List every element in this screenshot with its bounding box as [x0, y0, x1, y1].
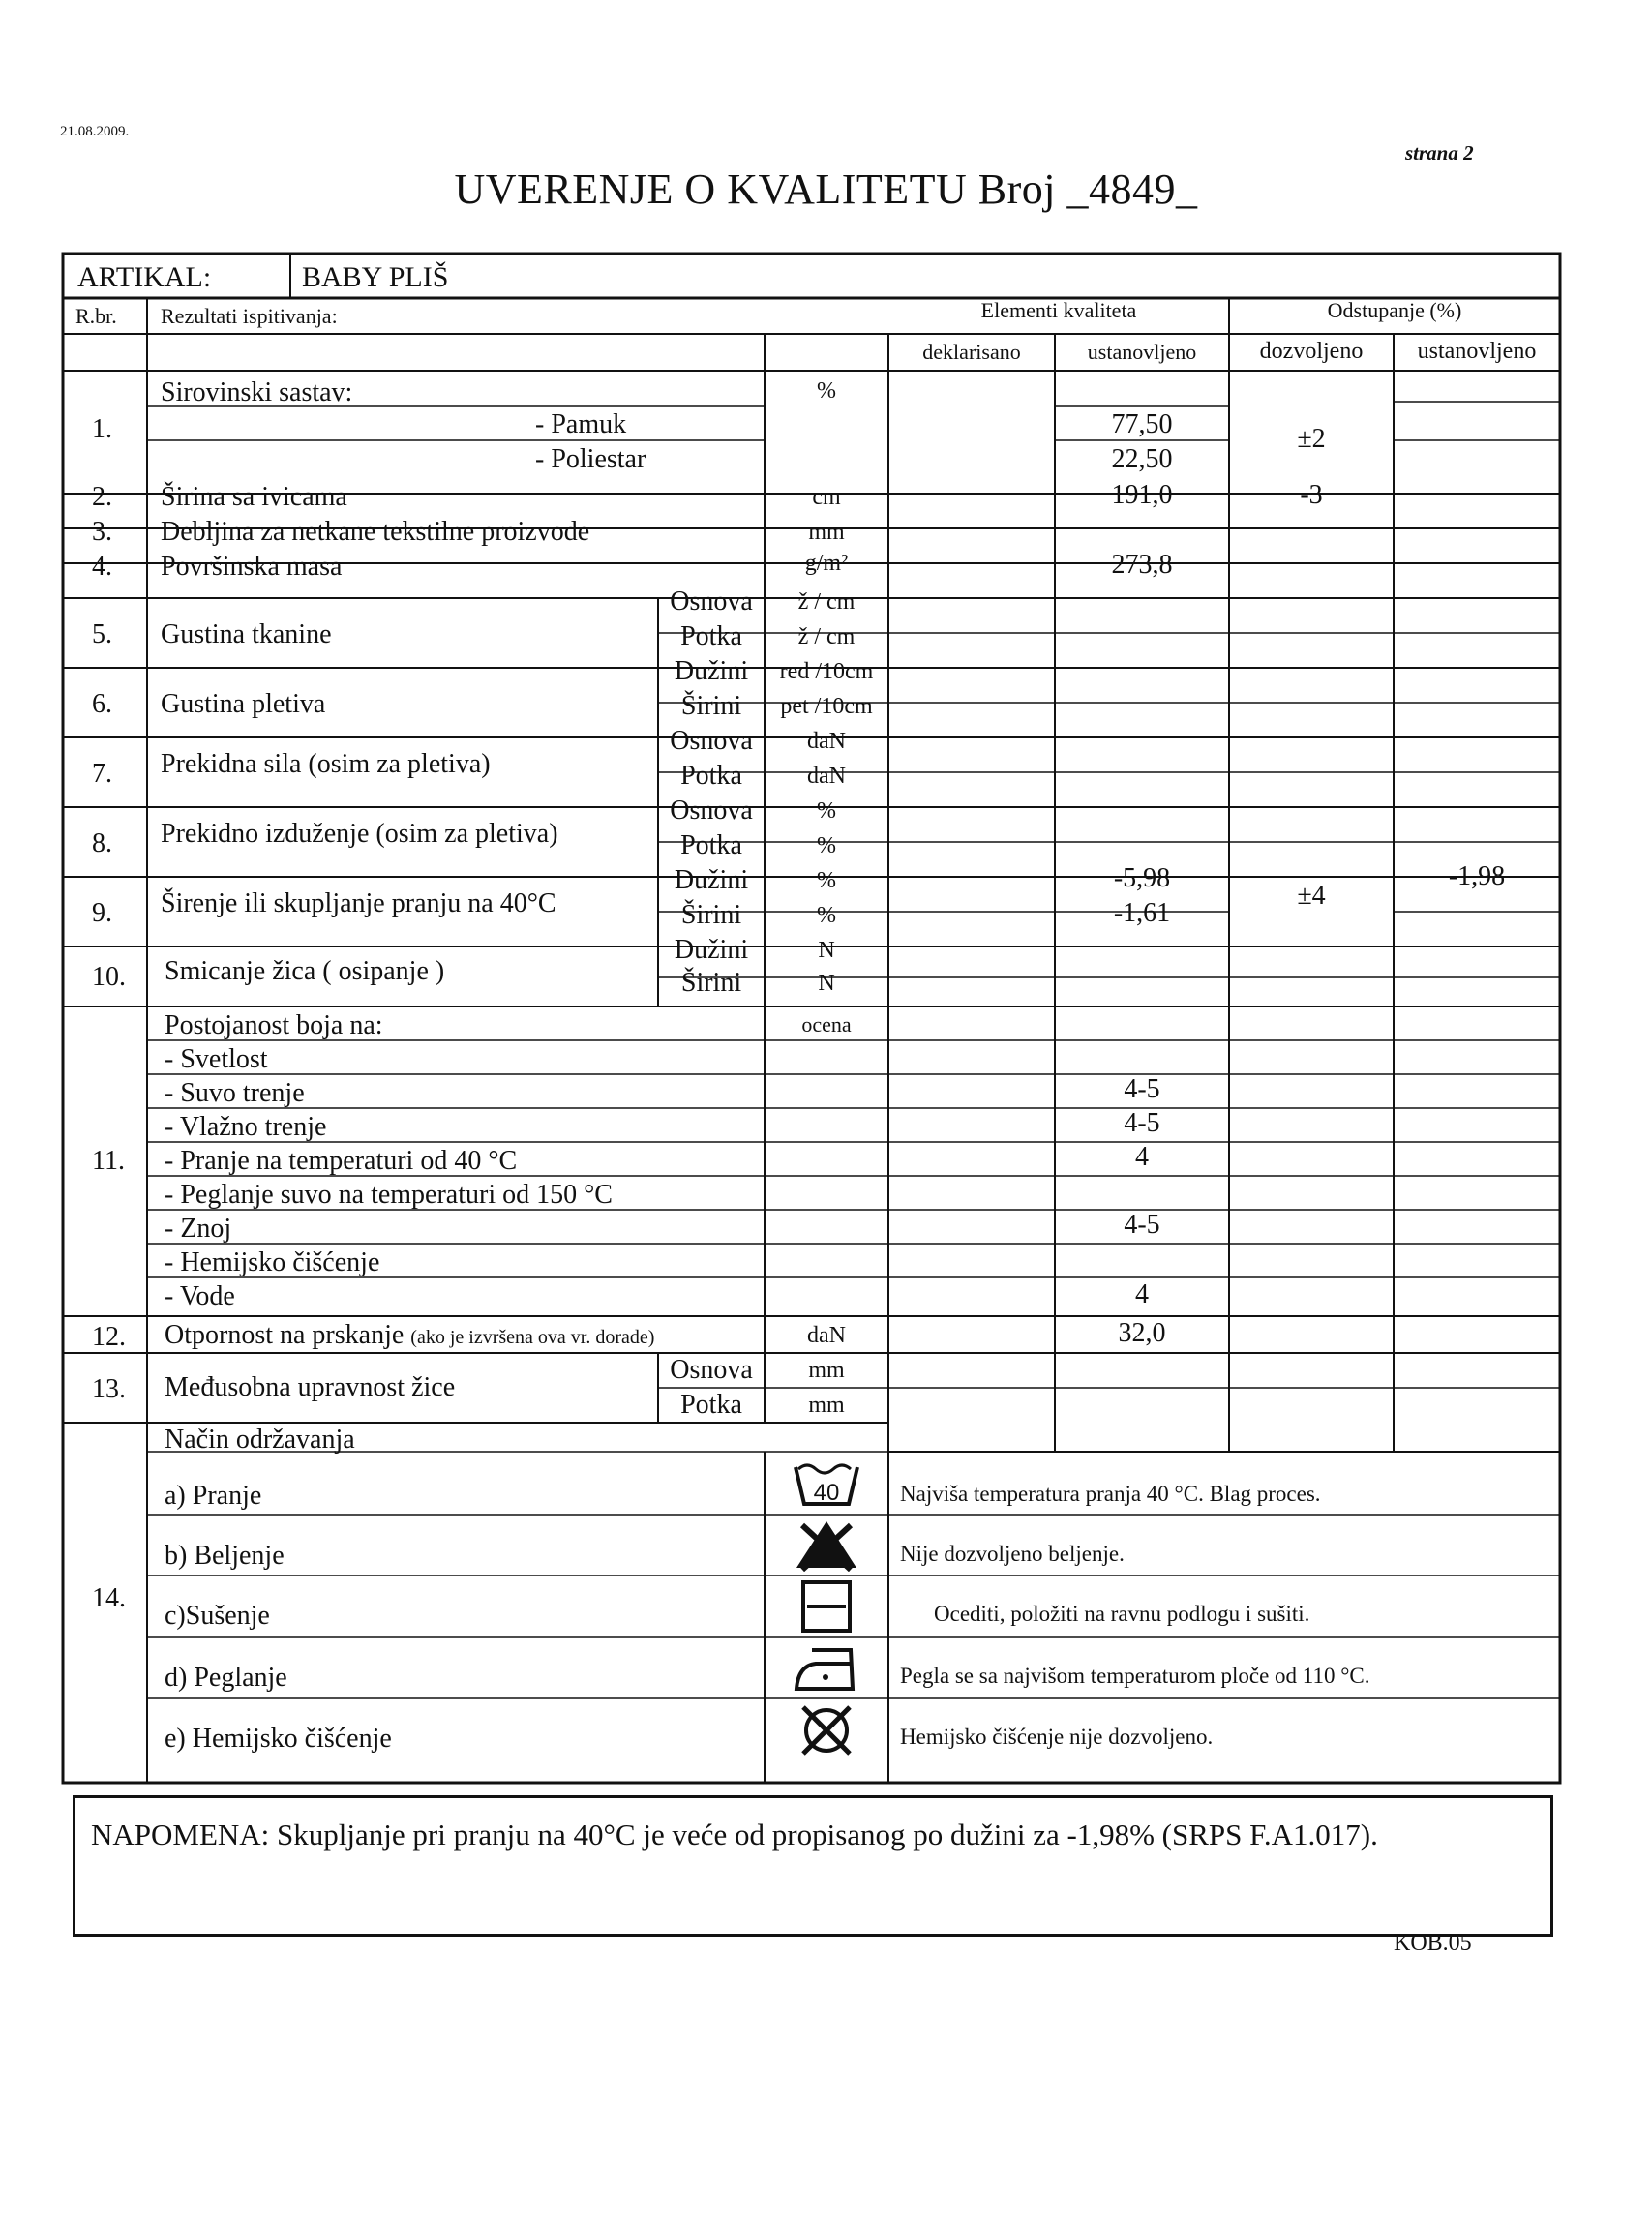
col-established-dev: ustanovljeno	[1417, 339, 1537, 364]
list-item: - Vlažno trenje	[165, 1112, 327, 1142]
no-bleach-icon	[782, 1520, 871, 1571]
row-number: 8.	[92, 828, 112, 858]
row-number: 5.	[92, 619, 112, 649]
row-label: Gustina tkanine	[161, 619, 332, 649]
sub-label: Osnova	[670, 586, 753, 616]
row-unit: %	[817, 868, 836, 893]
row-label: Sirovinski sastav:	[161, 377, 353, 407]
row-label: Međusobna upravnost žice	[165, 1372, 456, 1402]
row-unit: pet /10cm	[780, 694, 873, 719]
col-rbr: R.br.	[75, 304, 117, 328]
title-prefix: UVERENJE O KVALITETU Broj _	[454, 165, 1090, 213]
value-established: 22,50	[1111, 444, 1173, 474]
row-label-text: Otpornost na prskanje	[165, 1320, 405, 1350]
no-dry-clean-icon	[782, 1703, 871, 1757]
care-label: d) Peglanje	[165, 1663, 287, 1693]
row-label: Širenje ili skupljanje pranju na 40°C	[161, 888, 556, 918]
value-established: -1,61	[1113, 898, 1171, 928]
row-number: 11.	[92, 1146, 125, 1176]
sub-label: Širini	[680, 968, 742, 998]
care-description: Najviša temperatura pranja 40 °C. Blag proces.	[900, 1482, 1321, 1506]
care-label: e) Hemijsko čišćenje	[165, 1724, 392, 1754]
sub-label: Potka	[680, 761, 742, 791]
sub-label: Širini	[680, 900, 742, 930]
row-number: 14.	[92, 1583, 126, 1613]
row-number: 3.	[92, 517, 112, 547]
list-item: - Suvo trenje	[165, 1078, 305, 1108]
list-item: - Hemijsko čišćenje	[165, 1247, 380, 1277]
col-quality-elements: Elementi kvaliteta	[980, 298, 1137, 322]
row-unit: g/m²	[804, 551, 849, 576]
wash-temperature: 40	[813, 1480, 840, 1506]
sub-label: Dužini	[674, 865, 749, 895]
sub-label: Potka	[680, 1390, 742, 1420]
row-label: Površinska masa	[161, 552, 343, 582]
care-label: c)Sušenje	[165, 1601, 270, 1631]
value-allowed: ±2	[1297, 424, 1326, 454]
row-unit: %	[817, 378, 836, 404]
col-established: ustanovljeno	[1087, 340, 1197, 364]
row-number: 7.	[92, 759, 112, 789]
certificate-number: 4849	[1089, 165, 1177, 213]
row-unit: ocena	[801, 1012, 852, 1036]
row-unit: red /10cm	[779, 659, 874, 684]
row-number: 4.	[92, 552, 112, 582]
row-unit: N	[818, 971, 835, 996]
row-label: Način održavanja	[165, 1425, 355, 1455]
value-established: 273,8	[1111, 550, 1173, 580]
row-number: 1.	[92, 414, 112, 444]
sub-label: - Pamuk	[535, 409, 627, 439]
article-label: ARTIKAL:	[77, 261, 212, 293]
row-label: Gustina pletiva	[161, 689, 326, 719]
iron-icon	[782, 1641, 871, 1696]
col-deviation: Odstupanje (%)	[1327, 298, 1462, 322]
note-box	[73, 1795, 1553, 1937]
wash-40-icon	[782, 1458, 871, 1509]
value-established: 32,0	[1118, 1318, 1166, 1348]
row-label: Prekidno izduženje (osim za pletiva)	[161, 819, 558, 849]
page-number: strana 2	[1405, 141, 1474, 165]
form-code: KOB.05	[1394, 1931, 1472, 1956]
title-suffix: _	[1176, 165, 1198, 213]
sub-label: Širini	[680, 691, 742, 721]
value-established: 4	[1135, 1142, 1149, 1172]
list-item: - Peglanje suvo na temperaturi od 150 °C	[165, 1180, 613, 1210]
col-results: Rezultati ispitivanja:	[161, 304, 338, 328]
care-label: b) Beljenje	[165, 1541, 285, 1571]
row-label: Debljina za netkane tekstilne proizvode	[161, 517, 590, 547]
row-label: Širina sa ivicama	[161, 482, 347, 512]
value-established: -5,98	[1113, 863, 1171, 893]
sub-label: Potka	[680, 830, 742, 860]
note-text: NAPOMENA: Skupljanje pri pranju na 40°C je veće od propisanog po dužini za -1,98% (SRPS F.A1.017).	[91, 1817, 1378, 1851]
row-unit: mm	[808, 1358, 845, 1383]
article-value: BABY PLIŠ	[302, 261, 449, 293]
list-item: - Pranje na temperaturi od 40 °C	[165, 1146, 518, 1176]
row-unit: daN	[807, 1323, 846, 1348]
list-item: - Vode	[165, 1281, 235, 1311]
sub-label: Osnova	[670, 726, 753, 756]
row-unit: ž / cm	[797, 624, 856, 649]
value-established: 4	[1135, 1279, 1149, 1309]
value-established: 4-5	[1124, 1108, 1160, 1138]
document-date: 21.08.2009.	[60, 124, 130, 139]
row-unit: daN	[807, 764, 846, 789]
col-declared: deklarisano	[922, 340, 1021, 364]
row-unit: %	[817, 833, 836, 858]
row-number: 9.	[92, 898, 112, 928]
care-label: a) Pranje	[165, 1481, 262, 1511]
value-deviation: -1,98	[1448, 861, 1506, 891]
row-label	[165, 1322, 654, 1349]
row-unit: N	[818, 938, 835, 963]
row-unit: ž / cm	[797, 589, 856, 615]
col-allowed: dozvoljeno	[1259, 339, 1364, 364]
row-label: Prekidna sila (osim za pletiva)	[161, 749, 491, 779]
list-item: - Svetlost	[165, 1044, 268, 1074]
dry-flat-icon	[782, 1579, 871, 1634]
value-established: 191,0	[1111, 480, 1173, 510]
row-number: 2.	[92, 482, 112, 512]
row-unit: daN	[807, 729, 846, 754]
sub-label: Dužini	[674, 656, 749, 686]
sub-label: Osnova	[670, 1355, 753, 1385]
sub-label: Osnova	[670, 796, 753, 826]
row-unit: mm	[808, 520, 845, 545]
row-number: 12.	[92, 1322, 126, 1352]
sub-label: - Poliestar	[535, 444, 646, 474]
row-number: 6.	[92, 689, 112, 719]
row-unit: cm	[812, 485, 841, 510]
sub-label: Dužini	[674, 935, 749, 965]
value-established: 4-5	[1124, 1210, 1160, 1240]
row-number: 10.	[92, 962, 126, 992]
row-label: Postojanost boja na:	[165, 1010, 383, 1040]
row-number: 13.	[92, 1374, 126, 1404]
row-unit: mm	[808, 1393, 845, 1418]
care-description: Nije dozvoljeno beljenje.	[900, 1542, 1125, 1566]
value-allowed: ±4	[1297, 881, 1326, 911]
care-description: Hemijsko čišćenje nije dozvoljeno.	[900, 1725, 1214, 1749]
care-description: Ocediti, položiti na ravnu podlogu i sušiti.	[934, 1602, 1310, 1626]
row-unit: %	[817, 903, 836, 928]
sub-label: Potka	[680, 621, 742, 651]
list-item: - Znoj	[165, 1214, 232, 1244]
value-established: 77,50	[1111, 409, 1173, 439]
care-description: Pegla se sa najvišom temperaturom ploče od 110 °C.	[900, 1664, 1370, 1688]
row-label-note: (ako je izvršena ova vr. dorade)	[410, 1327, 655, 1348]
value-allowed: -3	[1300, 480, 1323, 510]
value-established: 4-5	[1124, 1074, 1160, 1104]
row-unit: %	[817, 798, 836, 824]
row-label: Smicanje žica ( osipanje )	[165, 956, 445, 986]
